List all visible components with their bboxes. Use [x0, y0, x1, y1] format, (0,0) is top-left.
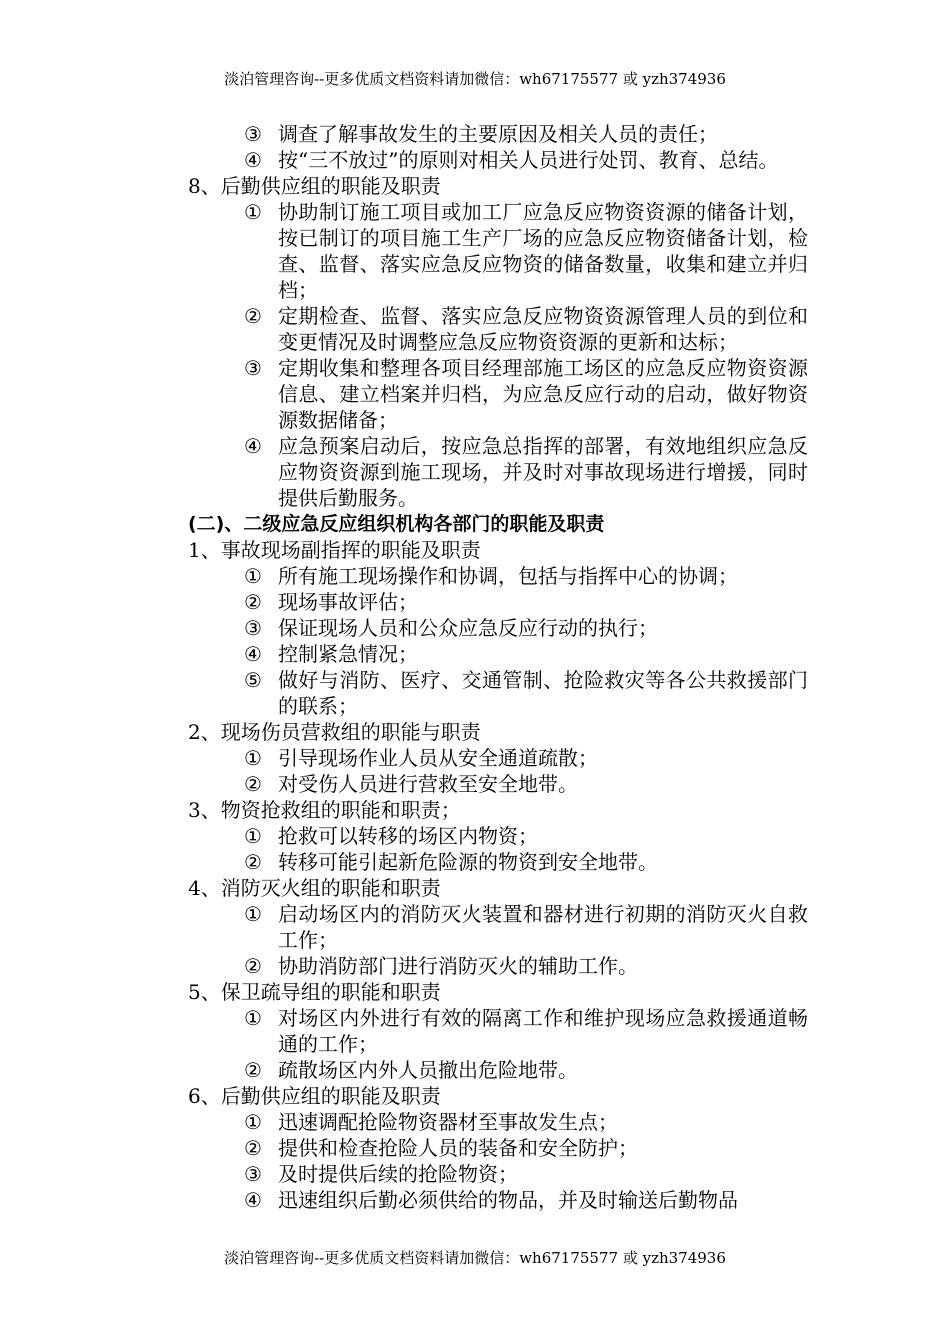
list-item — [188, 953, 808, 979]
list-item — [188, 641, 808, 667]
item-number: ③ — [244, 122, 262, 146]
list-item — [188, 901, 808, 953]
item-text: 提供和检查抢险人员的装备和安全防护； — [278, 1136, 638, 1160]
document-body — [188, 121, 808, 1213]
list-item — [188, 1005, 808, 1057]
section-title: 4、消防灭火组的职能和职责 — [188, 876, 441, 900]
list-item — [188, 355, 808, 433]
item-number: ② — [244, 304, 262, 328]
item-text: 协助消防部门进行消防灭火的辅助工作。 — [278, 954, 638, 978]
item-number: ③ — [244, 616, 262, 640]
list-item — [188, 1057, 808, 1083]
list-item — [188, 563, 808, 589]
item-text: 启动场区内的消防灭火装置和器材进行初期的消防灭火自救工作； — [278, 902, 808, 952]
item-text: 做好与消防、医疗、交通管制、抢险救灾等各公共救援部门的联系； — [278, 668, 808, 718]
list-item — [188, 303, 808, 355]
list-item — [188, 1161, 808, 1187]
section-title: 2、现场伤员营救组的职能与职责 — [188, 720, 481, 744]
list-item — [188, 433, 808, 511]
item-text: 定期检查、监督、落实应急反应物资资源管理人员的到位和变更情况及时调整应急反应物资资源的更新和达标； — [278, 304, 808, 354]
chapter-heading: (二)、二级应急反应组织机构各部门的职能及职责 — [188, 513, 605, 535]
item-number: ① — [244, 564, 262, 588]
item-number: ② — [244, 850, 262, 874]
item-number: ④ — [244, 148, 262, 172]
item-text: 协助制订施工项目或加工厂应急反应物资资源的储备计划，按已制订的项目施工生产厂场的应急反应物资储备计划，检查、监督、落实应急反应物资的储备数量，收集和建立并归档； — [278, 200, 808, 302]
item-number: ④ — [244, 1188, 262, 1212]
list-item — [188, 849, 808, 875]
list-item — [188, 1135, 808, 1161]
item-text: 转移可能引起新危险源的物资到安全地带。 — [278, 850, 658, 874]
item-number: ① — [244, 824, 262, 848]
section-title: 6、后勤供应组的职能及职责 — [188, 1084, 441, 1108]
list-item — [188, 121, 808, 147]
item-number: ② — [244, 1136, 262, 1160]
item-text: 调查了解事故发生的主要原因及相关人员的责任； — [278, 122, 718, 146]
item-text: 及时提供后续的抢险物资； — [278, 1162, 518, 1186]
item-number: ③ — [244, 1162, 262, 1186]
item-text: 所有施工现场操作和协调，包括与指挥中心的协调； — [278, 564, 738, 588]
list-item — [188, 199, 808, 303]
item-number: ③ — [244, 356, 262, 380]
list-item — [188, 745, 808, 771]
item-number: ① — [244, 1110, 262, 1134]
item-text: 保证现场人员和公众应急反应行动的执行； — [278, 616, 658, 640]
item-text: 定期收集和整理各项目经理部施工场区的应急反应物资资源信息、建立档案并归档，为应急反应行动的启动，做好物资源数据储备； — [278, 356, 808, 432]
item-text: 控制紧急情况； — [278, 642, 418, 666]
item-text: 应急预案启动后，按应急总指挥的部署，有效地组织应急反应物资资源到施工现场，并及时对事故现场进行增援，同时提供后勤服务。 — [278, 434, 808, 510]
item-text: 抢救可以转移的场区内物资； — [278, 824, 538, 848]
item-text: 引导现场作业人员从安全通道疏散； — [278, 746, 598, 770]
item-number: ② — [244, 1058, 262, 1082]
list-item — [188, 1109, 808, 1135]
list-item — [188, 589, 808, 615]
item-number: ① — [244, 200, 262, 224]
section-title: 1、事故现场副指挥的职能及职责 — [188, 538, 481, 562]
page-header: 淡泊管理咨询--更多优质文档资料请加微信：wh67175577 或 yzh374936 — [224, 70, 726, 88]
item-text: 疏散场区内外人员撤出危险地带。 — [278, 1058, 578, 1082]
item-number: ② — [244, 954, 262, 978]
list-item — [188, 823, 808, 849]
list-item — [188, 615, 808, 641]
item-number: ① — [244, 902, 262, 926]
item-text: 对场区内外进行有效的隔离工作和维护现场应急救援通道畅通的工作； — [278, 1006, 808, 1056]
item-number: ④ — [244, 434, 262, 458]
item-text: 对受伤人员进行营救至安全地带。 — [278, 772, 578, 796]
item-number: ① — [244, 746, 262, 770]
section-title: 5、保卫疏导组的职能和职责 — [188, 980, 441, 1004]
item-number: ② — [244, 772, 262, 796]
item-text: 迅速组织后勤必须供给的物品，并及时输送后勤物品 — [278, 1188, 738, 1212]
item-number: ② — [244, 590, 262, 614]
list-item — [188, 147, 808, 173]
item-text: 迅速调配抢险物资器材至事故发生点； — [278, 1110, 618, 1134]
section-title: 3、物资抢救组的职能和职责； — [188, 798, 461, 822]
list-item — [188, 1187, 808, 1213]
item-text: 按“三不放过”的原则对相关人员进行处罚、教育、总结。 — [278, 148, 779, 172]
list-item — [188, 771, 808, 797]
item-number: ④ — [244, 642, 262, 666]
item-number: ① — [244, 1006, 262, 1030]
page-footer: 淡泊管理咨询--更多优质文档资料请加微信：wh67175577 或 yzh374936 — [224, 1249, 726, 1267]
section-title: 8、后勤供应组的职能及职责 — [188, 174, 441, 198]
item-number: ⑤ — [244, 668, 262, 692]
item-text: 现场事故评估； — [278, 590, 418, 614]
list-item — [188, 667, 808, 719]
